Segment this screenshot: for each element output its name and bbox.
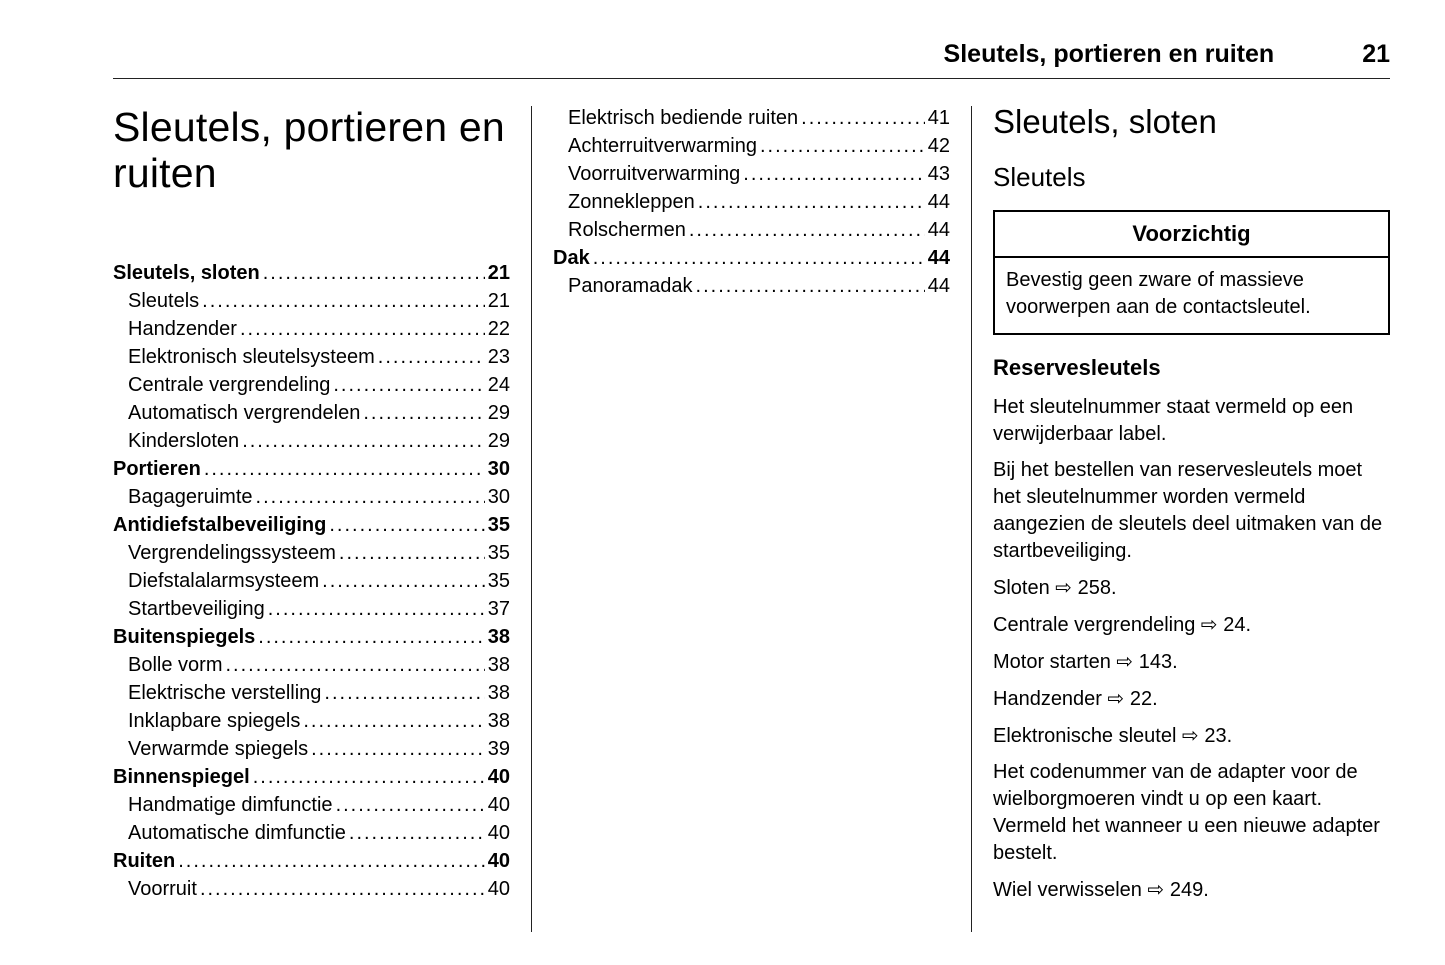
toc-entry-label: Rolschermen xyxy=(568,219,686,241)
reference-arrow-icon: ⇨ xyxy=(1116,649,1134,674)
header-chapter-title: Sleutels, portieren en ruiten xyxy=(943,40,1275,68)
toc-entry-page-number: 35 xyxy=(487,541,510,564)
toc-entry xyxy=(113,371,510,399)
reserve-keys-heading: Reservesleutels xyxy=(993,355,1161,381)
cross-reference xyxy=(993,722,1390,750)
toc-entry-page-number: 40 xyxy=(487,793,510,816)
section-title: Sleutels, sloten xyxy=(993,103,1217,140)
dotted-leader xyxy=(378,343,485,371)
toc-entry-label: Binnenspiegel xyxy=(113,765,250,788)
dotted-leader xyxy=(202,287,485,315)
caution-box xyxy=(993,210,1390,335)
toc-entry-label: Portieren xyxy=(113,457,201,480)
toc-entry-page-number: 40 xyxy=(487,821,510,844)
paragraph: Het codenummer van de adapter voor de wielborgmoeren vindt u op een kaart. Vermeld het wanneer u een nieuwe adapter bestelt. xyxy=(993,761,1380,865)
toc-entry xyxy=(113,735,510,763)
reference-label: Centrale vergrendeling xyxy=(993,614,1196,637)
toc-entry xyxy=(553,216,950,244)
dotted-leader xyxy=(593,244,925,272)
toc-entry-page-number: 35 xyxy=(487,569,510,592)
toc-entry xyxy=(113,819,510,847)
toc-list-1 xyxy=(113,259,510,903)
toc-entry-label: Handmatige dimfunctie xyxy=(128,793,333,816)
dotted-leader xyxy=(689,216,925,244)
dotted-leader xyxy=(696,272,925,300)
toc-entry-page-number: 42 xyxy=(927,135,950,157)
dotted-leader xyxy=(258,623,484,651)
dotted-leader xyxy=(242,427,485,455)
dotted-leader xyxy=(263,259,485,287)
reference-page: 143. xyxy=(1138,651,1178,674)
toc-column-2 xyxy=(553,104,950,300)
toc-entry-label: Sleutels xyxy=(128,289,200,312)
dotted-leader xyxy=(363,399,484,427)
toc-entry-page-number: 21 xyxy=(487,261,510,284)
toc-entry xyxy=(553,160,950,188)
toc-entry-page-number: 38 xyxy=(487,681,510,704)
toc-entry-label: Handzender xyxy=(128,317,237,340)
toc-entry-label: Elektrisch bediende ruiten xyxy=(568,107,799,129)
reference-page: 258. xyxy=(1077,577,1117,600)
toc-entry-label: Voorruit xyxy=(128,877,197,900)
toc-entry xyxy=(113,623,510,651)
reference-arrow-icon: ⇨ xyxy=(1147,877,1165,902)
toc-entry-label: Elektrische verstelling xyxy=(128,681,322,704)
toc-entry-page-number: 37 xyxy=(487,597,510,620)
toc-entry-page-number: 38 xyxy=(487,709,510,732)
running-header xyxy=(113,40,1390,68)
toc-entry xyxy=(113,567,510,595)
toc-entry-page-number: 40 xyxy=(487,849,510,872)
toc-entry-page-number: 30 xyxy=(487,457,510,480)
dotted-leader xyxy=(253,763,485,791)
toc-entry-page-number: 29 xyxy=(487,401,510,424)
toc-entry xyxy=(113,343,510,371)
content-column xyxy=(993,104,1390,913)
cross-reference xyxy=(993,574,1390,602)
dotted-leader xyxy=(204,455,485,483)
header-page-number: 21 xyxy=(1362,40,1390,68)
chapter-title: Sleutels, portieren en ruiten xyxy=(113,104,505,197)
toc-entry xyxy=(113,763,510,791)
toc-entry-label: Centrale vergrendeling xyxy=(128,373,331,396)
toc-entry-page-number: 35 xyxy=(487,513,510,536)
toc-entry-page-number: 30 xyxy=(487,485,510,508)
toc-entry xyxy=(113,791,510,819)
toc-entry-label: Automatisch vergrendelen xyxy=(128,401,361,424)
page-header xyxy=(0,0,1445,79)
subsection-title: Sleutels xyxy=(993,162,1086,193)
toc-entry-label: Achterruitverwarming xyxy=(568,135,757,157)
dotted-leader xyxy=(698,188,925,216)
reference-page: 23. xyxy=(1204,725,1233,748)
toc-entry xyxy=(113,847,510,875)
reference-page: 24. xyxy=(1223,614,1252,637)
toc-entry xyxy=(113,651,510,679)
toc-entry xyxy=(113,399,510,427)
toc-entry-label: Inklapbare spiegels xyxy=(128,709,301,732)
dotted-leader xyxy=(349,819,485,847)
dotted-leader xyxy=(268,595,485,623)
column-divider xyxy=(971,106,972,932)
reference-label: Motor starten xyxy=(993,651,1111,674)
cross-reference xyxy=(993,876,1390,904)
dotted-leader xyxy=(339,539,485,567)
toc-entry-label: Verwarmde spiegels xyxy=(128,737,309,760)
reference-label: Wiel verwisselen xyxy=(993,879,1142,902)
dotted-leader xyxy=(760,132,925,160)
toc-entry-page-number: 38 xyxy=(487,653,510,676)
reference-label: Sloten xyxy=(993,577,1050,600)
toc-entry-label: Elektronisch sleutelsysteem xyxy=(128,345,375,368)
toc-entry-page-number: 41 xyxy=(927,107,950,129)
caution-body: Bevestig geen zware of massieve voorwerpen aan de contactsleutel. xyxy=(1006,269,1311,319)
reference-page: 249. xyxy=(1169,879,1209,902)
reference-arrow-icon: ⇨ xyxy=(1200,612,1218,637)
toc-entry xyxy=(553,104,950,132)
toc-entry-label: Bagageruimte xyxy=(128,485,253,508)
toc-entry-label: Zonnekleppen xyxy=(568,191,695,213)
dotted-leader xyxy=(200,875,485,903)
toc-entry-page-number: 44 xyxy=(927,191,950,213)
toc-entry xyxy=(113,287,510,315)
toc-entry xyxy=(113,455,510,483)
toc-entry xyxy=(553,188,950,216)
toc-entry-label: Vergrendelingssysteem xyxy=(128,541,336,564)
reference-arrow-icon: ⇨ xyxy=(1182,723,1199,748)
toc-entry-page-number: 39 xyxy=(487,737,510,760)
dotted-leader xyxy=(801,104,925,132)
toc-entry xyxy=(113,539,510,567)
toc-entry-label: Bolle vorm xyxy=(128,653,223,676)
dotted-leader xyxy=(743,160,924,188)
dotted-leader xyxy=(178,847,485,875)
reference-arrow-icon: ⇨ xyxy=(1107,686,1125,711)
toc-entry-label: Antidiefstalbeveiliging xyxy=(113,513,327,536)
toc-entry-page-number: 40 xyxy=(487,877,510,900)
dotted-leader xyxy=(329,511,484,539)
toc-entry-page-number: 23 xyxy=(487,345,510,368)
toc-entry-page-number: 44 xyxy=(927,247,950,269)
caution-title: Voorzichtig xyxy=(995,212,1388,258)
toc-entry-page-number: 29 xyxy=(487,429,510,452)
toc-entry xyxy=(113,707,510,735)
toc-entry xyxy=(553,272,950,300)
toc-entry-page-number: 40 xyxy=(487,765,510,788)
dotted-leader xyxy=(336,791,485,819)
reference-arrow-icon: ⇨ xyxy=(1055,575,1073,600)
toc-entry-page-number: 38 xyxy=(487,625,510,648)
dotted-leader xyxy=(256,483,485,511)
dotted-leader xyxy=(311,735,485,763)
toc-entry xyxy=(113,259,510,287)
toc-list-2 xyxy=(553,104,950,300)
dotted-leader xyxy=(240,315,485,343)
cross-reference xyxy=(993,648,1390,676)
paragraph: Het sleutelnummer staat vermeld op een verwijderbaar label. xyxy=(993,396,1354,446)
dotted-leader xyxy=(225,651,484,679)
toc-entry-page-number: 43 xyxy=(927,163,950,185)
cross-reference xyxy=(993,611,1390,639)
toc-entry xyxy=(113,595,510,623)
toc-entry-label: Ruiten xyxy=(113,849,176,872)
toc-column-1 xyxy=(113,104,510,903)
toc-entry-label: Buitenspiegels xyxy=(113,625,256,648)
toc-entry-page-number: 44 xyxy=(927,219,950,241)
toc-entry-label: Voorruitverwarming xyxy=(568,163,741,185)
toc-entry xyxy=(113,679,510,707)
reference-label: Elektronische sleutel xyxy=(993,725,1177,748)
toc-entry-label: Dak xyxy=(553,247,590,269)
toc-entry-label: Panoramadak xyxy=(568,275,693,297)
toc-entry-label: Automatische dimfunctie xyxy=(128,821,346,844)
toc-entry-page-number: 24 xyxy=(487,373,510,396)
dotted-leader xyxy=(333,371,484,399)
toc-entry-page-number: 44 xyxy=(927,275,950,297)
toc-entry-label: Diefstalalarmsysteem xyxy=(128,569,320,592)
toc-entry-label: Kindersloten xyxy=(128,429,240,452)
dotted-leader xyxy=(322,567,485,595)
toc-entry-label: Startbeveiliging xyxy=(128,597,265,620)
toc-entry xyxy=(553,244,950,272)
toc-entry xyxy=(113,427,510,455)
toc-entry xyxy=(113,483,510,511)
toc-entry xyxy=(113,875,510,903)
toc-entry-page-number: 21 xyxy=(487,289,510,312)
toc-entry-page-number: 22 xyxy=(487,317,510,340)
paragraph: Bij het bestellen van reservesleutels moet het sleutelnummer worden vermeld aangezien de sleutels deel uitmaken van de startbeveiliging. xyxy=(993,459,1383,563)
columns-container xyxy=(0,79,1445,932)
dotted-leader xyxy=(324,679,484,707)
dotted-leader xyxy=(303,707,484,735)
toc-entry-label: Sleutels, sloten xyxy=(113,261,260,284)
reference-page: 22. xyxy=(1129,688,1158,711)
reference-label: Handzender xyxy=(993,688,1102,711)
cross-reference xyxy=(993,685,1390,713)
column-divider xyxy=(531,106,532,932)
toc-entry xyxy=(553,132,950,160)
toc-entry xyxy=(113,315,510,343)
toc-entry xyxy=(113,511,510,539)
